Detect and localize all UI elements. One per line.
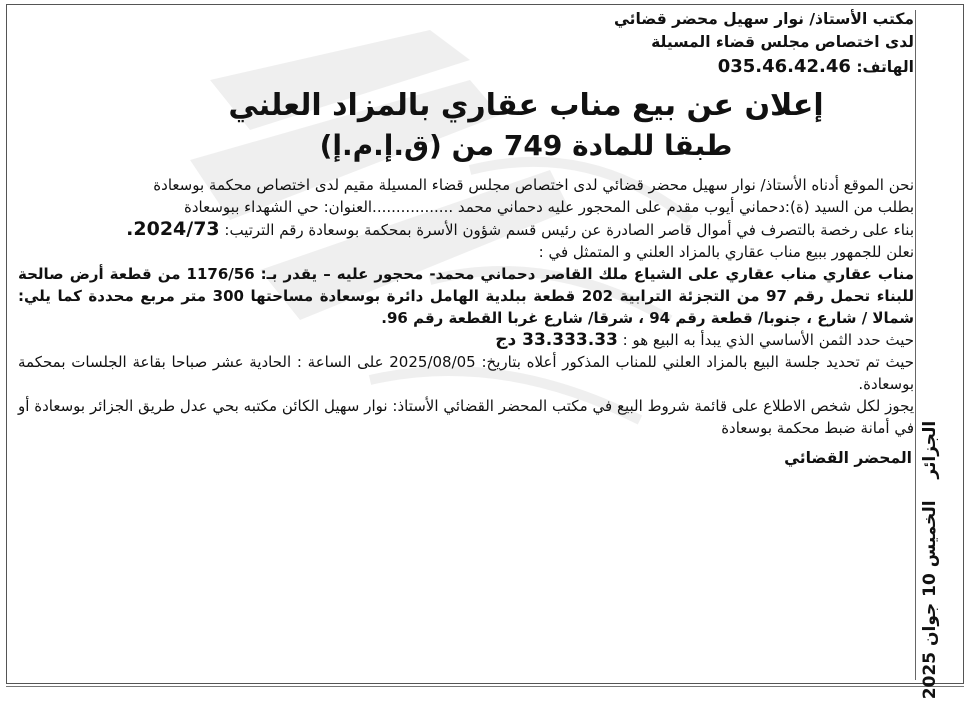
signature: المحضر القضائي: [784, 449, 912, 467]
license-text: بناء على رخصة بالتصرف في أموال قاصر الصادرة عن رئيس قسم شؤون الأسرة بمحكمة بوسعادة رقم الترتيب:: [224, 221, 914, 239]
phone-label: الهاتف:: [856, 58, 914, 76]
paragraph-license: [18, 218, 914, 241]
paragraph-requester: بطلب من السيد (ة):دحماني أيوب مقدم على المحجور عليه دحماني محمد .................العنوان: حي الشهداء ببوسعادة: [184, 198, 914, 216]
price-text: حيث حدد الثمن الأساسي الذي يبدأ به البيع هو :: [622, 331, 914, 349]
paragraph-property: مناب عقاري مناب عقاري على الشياع ملك القاصر دحماني محمد- محجور عليه – يقدر بـ: 1176/56 من قطعة أرض صالحة للبناء تحمل رقم 97 من التجزئة الترابية 202 قطعة ببلدية الهامل دائرة بوسعادة مساحتها 300 متر مربع محددة كما يلي: شمالا / شارع ، جنوبا/ قطعة رقم 94 ، شرقا/ شارع غربا القطعة رقم 96.: [18, 265, 915, 327]
announcement: [18, 8, 914, 483]
issue-date: الخميس 10 جوان 2025: [920, 500, 940, 700]
side-strip-text: [920, 421, 940, 700]
phone-number: 035.46.42.46: [717, 56, 851, 77]
announcement-subtitle: طبقا للمادة 749 من (ق.إ.م.إ): [319, 129, 733, 162]
phone-line: [18, 54, 914, 80]
license-number: 2024/73.: [126, 218, 220, 240]
paragraph-session: حيث تم تحديد جلسة البيع بالمزاد العلني للمناب المذكور أعلاه بتاريخ: 2025/08/05 على الساعة : الحادية عشر صباحا بقاعة الجلسات بمحكمة بوسعادة.: [18, 353, 914, 393]
bottom-divider: [6, 686, 964, 687]
jurisdiction: لدى اختصاص مجلس قضاء المسيلة: [651, 33, 914, 51]
office-name: مكتب الأستاذ/ نوار سهيل محضر قضائي: [613, 10, 914, 28]
announcement-title: إعلان عن بيع مناب عقاري بالمزاد العلني: [228, 88, 824, 123]
paragraph-price: [18, 329, 914, 351]
paragraph-public-notice: نعلن للجمهور ببيع مناب عقاري بالمزاد العلني و المتمثل في :: [538, 243, 914, 261]
paragraph-bailiff: نحن الموقع أدناه الأستاذ/ نوار سهيل محضر قضائي لدى اختصاص مجلس قضاء المسيلة مقيم لدى اختصاص محكمة بوسعادة: [153, 176, 914, 194]
base-price: 33.333.33 دج: [495, 330, 618, 350]
newspaper-name: الجزائر: [920, 420, 940, 479]
paragraph-conditions: يجوز لكل شخص الاطلاع على قائمة شروط البيع في مكتب المحضر القضائي الأستاذ: نوار سهيل الكائن مكتبه بحي عدل طريق الجزائر بوسعادة أو في أمانة ضبط محكمة بوسعادة: [18, 397, 914, 437]
